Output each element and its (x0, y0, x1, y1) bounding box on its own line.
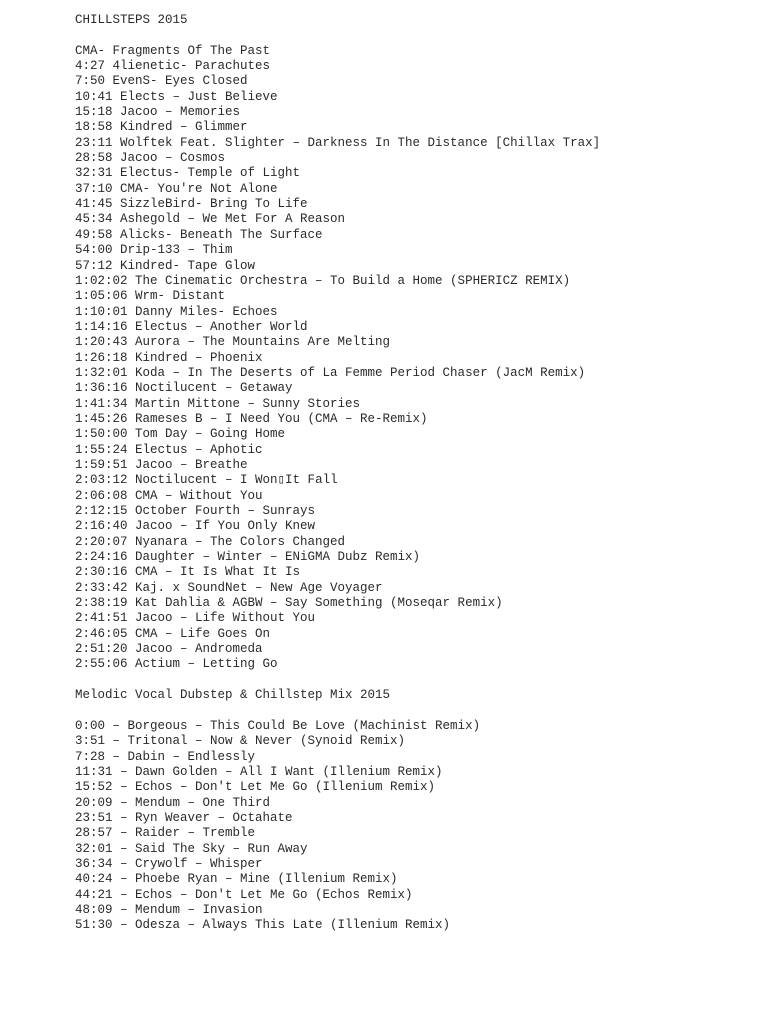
track-line: 1:14:16 Electus – Another World (75, 319, 308, 334)
track-line: 2:38:19 Kat Dahlia & AGBW – Say Something (Moseqar Remix) (75, 596, 503, 611)
track-line: 37:10 CMA- You're Not Alone (75, 181, 278, 196)
track-line: 1:36:16 Noctilucent – Getaway (75, 381, 293, 396)
track-line: 2:16:40 Jacoo – If You Only Knew (75, 519, 316, 534)
track-line: 28:57 – Raider – Tremble (75, 826, 256, 841)
track-line: 2:24:16 Daughter – Winter – ENiGMA Dubz Remix) (75, 550, 421, 565)
track-line: 1:26:18 Kindred – Phoenix (75, 350, 263, 365)
track-line: 28:58 Jacoo – Cosmos (75, 151, 226, 166)
blank-line (75, 703, 755, 718)
track-line: 20:09 – Mendum – One Third (75, 795, 271, 810)
track-line: 41:45 SizzleBird- Bring To Life (75, 197, 308, 212)
track-line: 7:50 EvenS- Eyes Closed (75, 74, 248, 89)
track-line: 1:02:02 The Cinematic Orchestra – To Build a Home (SPHERICZ REMIX) (75, 273, 571, 288)
track-line: 1:59:51 Jacoo – Breathe (75, 457, 248, 472)
track-line: 32:01 – Said The Sky – Run Away (75, 841, 308, 856)
track-line: 2:41:51 Jacoo – Life Without You (75, 611, 316, 626)
track-line: 45:34 Ashegold – We Met For A Reason (75, 212, 346, 227)
track-line: 1:10:01 Danny Miles- Echoes (75, 304, 278, 319)
blank-line (75, 673, 755, 688)
track-line: 23:11 Wolftek Feat. Slighter – Darkness In The Distance [Chillax Trax] (75, 135, 601, 150)
track-line: 15:18 Jacoo – Memories (75, 105, 241, 120)
track-line: 2:20:07 Nyanara – The Colors Changed (75, 534, 346, 549)
track-line: 10:41 Elects – Just Believe (75, 89, 278, 104)
track-line: 1:41:34 Martin Mittone – Sunny Stories (75, 396, 361, 411)
track-line: 0:00 – Borgeous – This Could Be Love (Machinist Remix) (75, 718, 481, 733)
track-line: 1:50:00 Tom Day – Going Home (75, 427, 286, 442)
blank-line (75, 28, 755, 43)
track-line: 2:30:16 CMA – It Is What It Is (75, 565, 301, 580)
section-title: CHILLSTEPS 2015 (75, 13, 188, 27)
track-line: 2:12:15 October Fourth – Sunrays (75, 504, 316, 518)
track-line: 1:45:26 Rameses B – I Need You (CMA – Re-Remix) (75, 411, 428, 426)
tracklist-document (75, 13, 755, 934)
track-line: 57:12 Kindred- Tape Glow (75, 258, 256, 273)
track-line: 44:21 – Echos – Don't Let Me Go (Echos Remix) (75, 887, 413, 902)
track-line: 32:31 Electus- Temple of Light (75, 166, 301, 181)
track-line: 1:55:24 Electus – Aphotic (75, 442, 263, 457)
section-title: Melodic Vocal Dubstep & Chillstep Mix 2015 (75, 688, 391, 703)
track-line: 15:52 – Echos – Don't Let Me Go (Illenium Remix) (75, 780, 436, 795)
track-line: 51:30 – Odesza – Always This Late (Illenium Remix) (75, 918, 451, 933)
track-list (75, 719, 755, 934)
track-line: 1:32:01 Koda – In The Deserts of La Femme Period Chaser (JacM Remix) (75, 365, 586, 380)
track-line: CMA- Fragments Of The Past (75, 43, 271, 58)
track-line: 23:51 – Ryn Weaver – Octahate (75, 810, 293, 825)
track-line: 1:05:06 Wrm- Distant (75, 289, 226, 304)
section-melodic-vocal-dubstep (75, 688, 755, 934)
track-line: 40:24 – Phoebe Ryan – Mine (Illenium Remix) (75, 872, 398, 887)
track-line: 2:03:12 Noctilucent – I Won▯It Fall (75, 473, 338, 488)
track-line: 2:06:08 CMA – Without You (75, 488, 263, 503)
track-line: 7:28 – Dabin – Endlessly (75, 749, 256, 764)
track-line: 4:27 4lienetic- Parachutes (75, 59, 271, 74)
track-line: 2:33:42 Kaj. x SoundNet – New Age Voyager (75, 580, 383, 595)
track-line: 11:31 – Dawn Golden – All I Want (Illenium Remix) (75, 764, 443, 779)
track-line: 1:20:43 Aurora – The Mountains Are Melting (75, 335, 391, 350)
track-line: 36:34 – Crywolf – Whisper (75, 856, 263, 871)
track-line: 2:46:05 CMA – Life Goes On (75, 626, 271, 641)
track-line: 2:51:20 Jacoo – Andromeda (75, 642, 263, 657)
track-line: 18:58 Kindred – Glimmer (75, 120, 248, 135)
track-line: 3:51 – Tritonal – Now & Never (Synoid Remix) (75, 734, 406, 749)
track-line: 2:55:06 Actium – Letting Go (75, 657, 278, 672)
section-chillsteps-2015 (75, 13, 755, 673)
track-line: 54:00 Drip-133 – Thim (75, 243, 233, 258)
track-list (75, 44, 755, 673)
track-line: 49:58 Alicks- Beneath The Surface (75, 227, 323, 242)
track-line: 48:09 – Mendum – Invasion (75, 902, 263, 917)
